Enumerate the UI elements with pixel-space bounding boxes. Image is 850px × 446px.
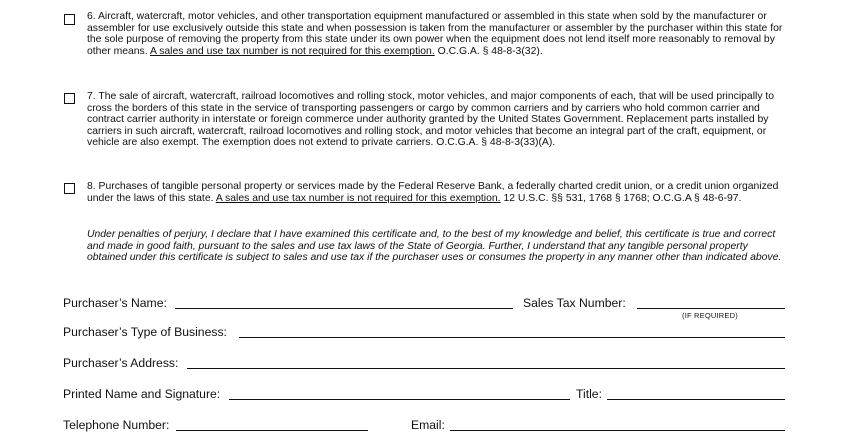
type-of-business-field[interactable] — [239, 337, 785, 338]
perjury-declaration: Under penalties of perjury, I declare that I have examined this certificate and, to the best of my knowledge and belief, this certificate is true and correct and made in good faith, pursuant to the sales and use tax laws of the State of Georgia. Further, I understand that any tangible personal property obtained under this certificate is subject to sales and use tax if the purchaser uses or consumes the property in any manner other than indicated above. — [87, 229, 782, 263]
email-label: Email: — [411, 418, 445, 432]
item-6-text: 6. Aircraft, watercraft, motor vehicles, and other transportation equipment manufactured or assembled in this state when sold by the manufacturer or assembler for use exclusively outside this state and when possession is taken from the manufacturer or assembler by the purchaser within this state for the sole purpose of removing the property from this state under its own power when the equipment does not lend itself more reasonably to removal by other means. A sales and use tax number is not required for this exemption. O.C.G.A. § 48-8-3(32). — [87, 11, 783, 57]
item-6-checkbox[interactable] — [64, 14, 75, 25]
address-label: Purchaser’s Address: — [63, 356, 179, 370]
sales-tax-number-field[interactable] — [637, 308, 785, 309]
item-8-checkbox[interactable] — [64, 183, 75, 194]
item-6-note: A sales and use tax number is not required for this exemption. — [149, 45, 435, 57]
printed-name-label: Printed Name and Signature: — [63, 387, 221, 401]
if-required-note: (IF REQUIRED) — [682, 311, 738, 320]
item-8-note: A sales and use tax number is not required for this exemption. — [215, 192, 501, 204]
title-field[interactable] — [607, 399, 785, 400]
title-label: Title: — [576, 387, 602, 401]
email-field[interactable] — [450, 430, 785, 431]
purchaser-name-field[interactable] — [175, 308, 513, 309]
purchaser-name-label: Purchaser’s Name: — [63, 296, 167, 310]
printed-name-field[interactable] — [229, 399, 570, 400]
sales-tax-number-label: Sales Tax Number: — [523, 296, 626, 310]
address-field[interactable] — [187, 368, 785, 369]
item-7-checkbox[interactable] — [64, 93, 75, 104]
item-7-text: 7. The sale of aircraft, watercraft, railroad locomotives and rolling stock, motor vehicles, and major components of each, that will be used principally to cross the borders of this state in the service of transporting passengers or cargo by common carriers and by carriers who hold common carrier and contract carrier authority in interstate or foreign commerce under authority granted by the United States Government. Replacement parts installed by carriers in such aircraft, watercraft, railroad locomotives and rolling stock, and motor vehicles that become an integral part of the craft, equipment, or vehicle are also exempt. The exemption does not extend to private carriers. O.C.G.A. § 48-8-3(33)(A). — [87, 91, 775, 148]
item-8-text: 8. Purchases of tangible personal property or services made by the Federal Reserve Bank, a federally charted credit union, or a credit union organized under the laws of this state. A sales and use tax number is not required for this exemption. 12 U.S.C. §§ 531, 1768 § 1768; O.C.G.A § 48-6-97. — [87, 181, 779, 204]
type-of-business-label: Purchaser’s Type of Business: — [63, 325, 227, 339]
telephone-label: Telephone Number: — [63, 418, 170, 432]
telephone-field[interactable] — [176, 430, 368, 431]
